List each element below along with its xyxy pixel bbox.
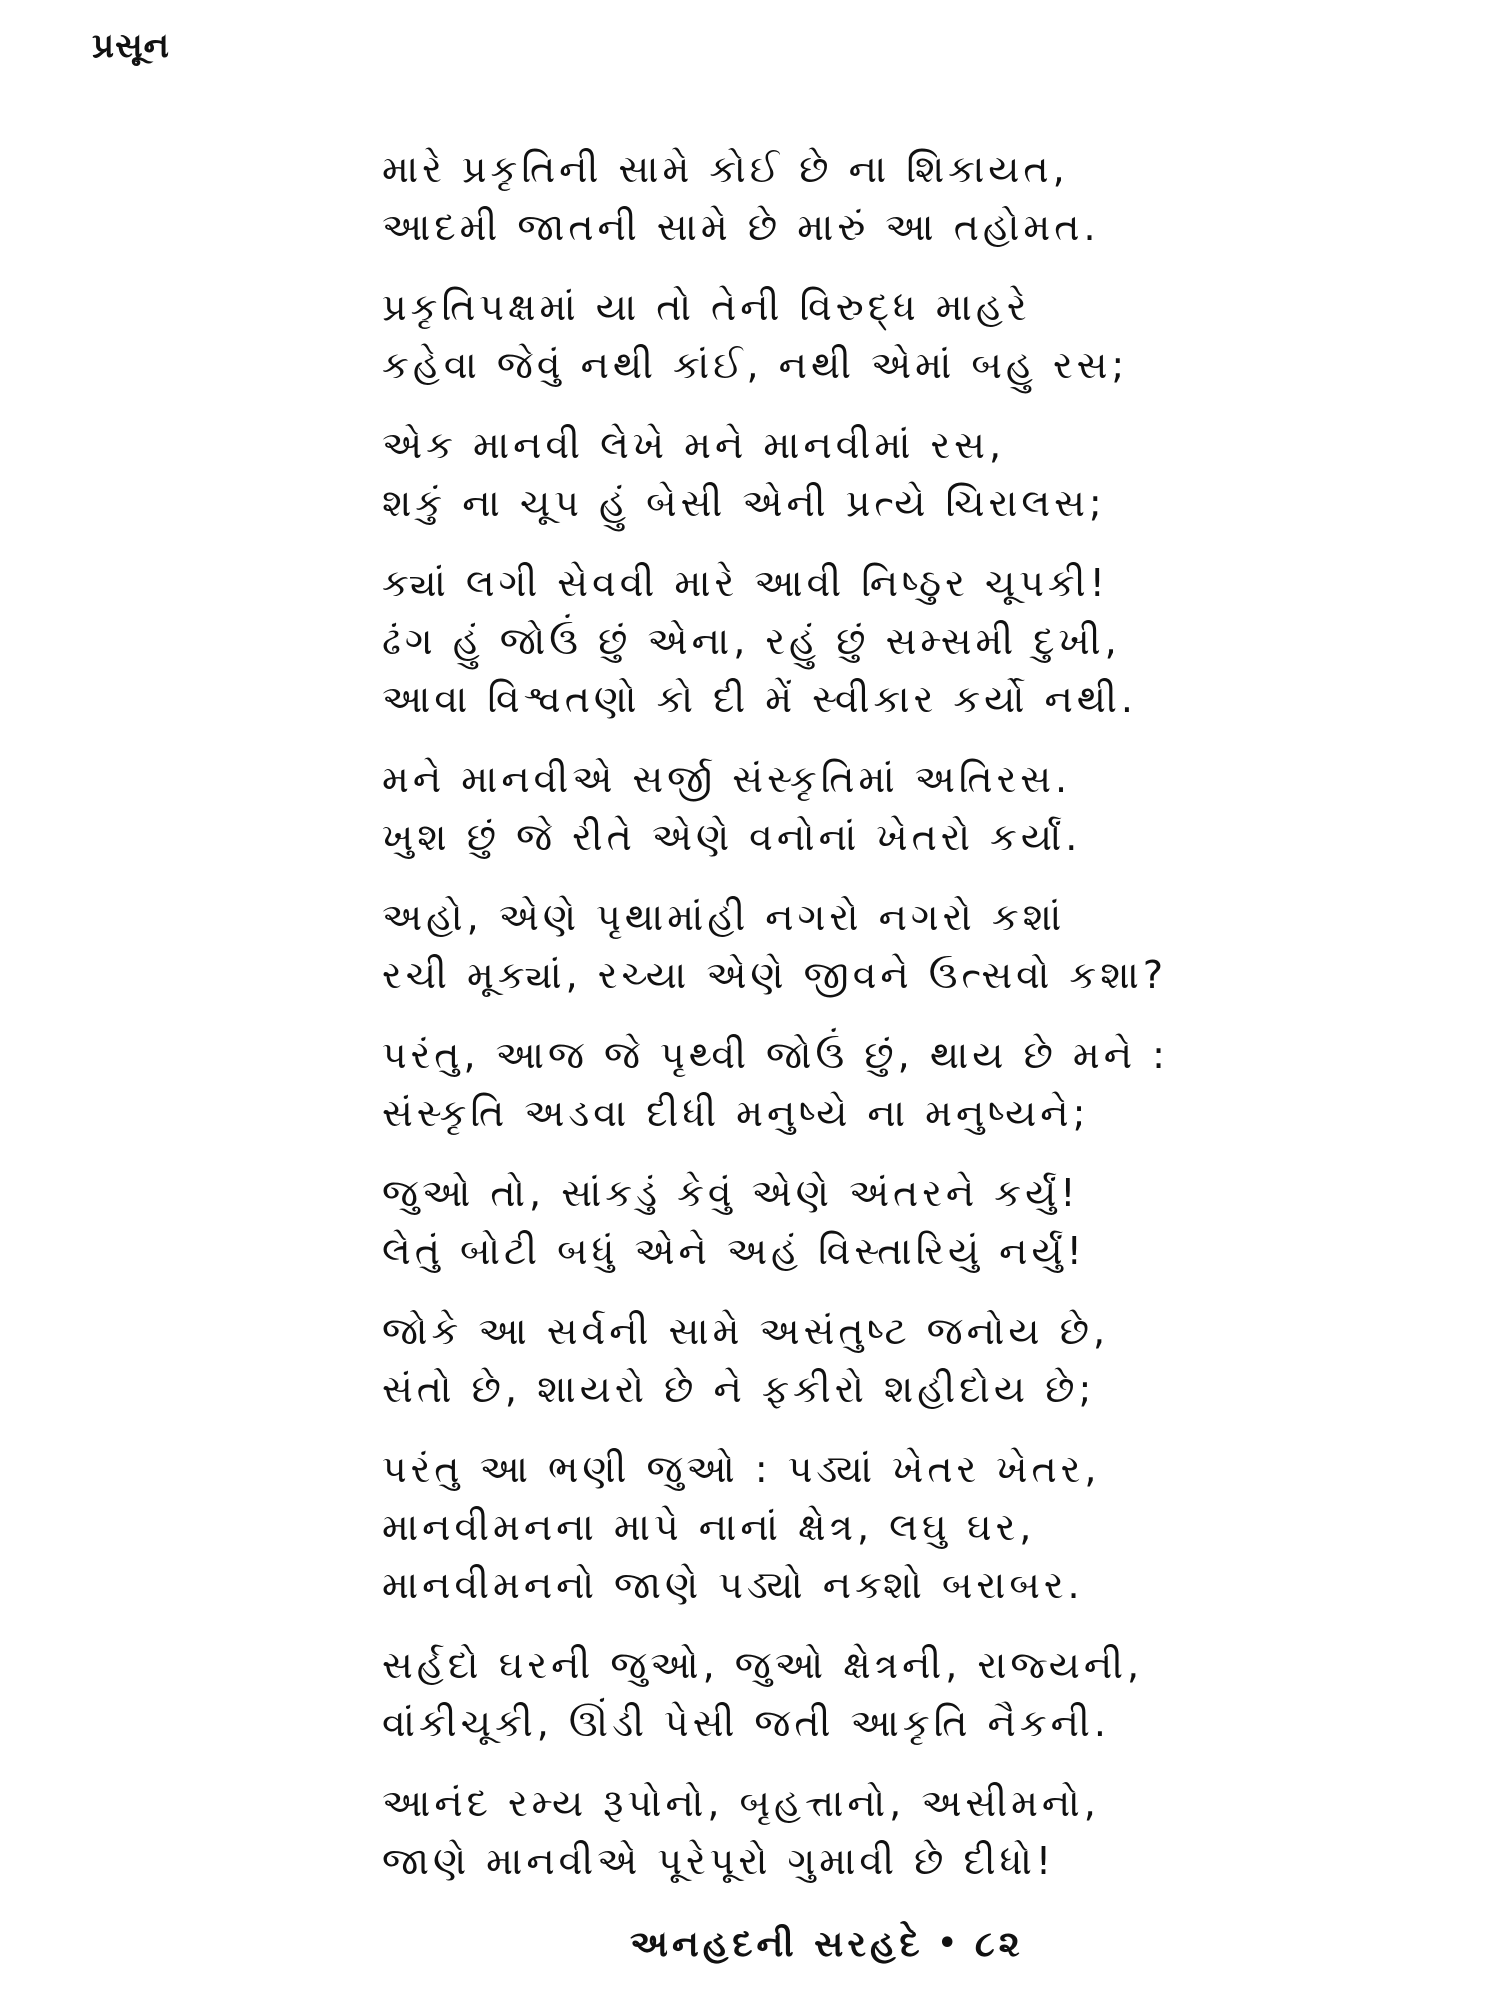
stanza xyxy=(382,1440,1422,1614)
poem-line: મને માનવીએ સર્જી સંસ્કૃતિમાં અતિરસ. xyxy=(382,757,1072,801)
stanza xyxy=(382,554,1422,728)
poem-line: શકું ના ચૂપ હું બેસી એની પ્રત્યે ચિરાલસ; xyxy=(382,481,1106,525)
bullet-separator: • xyxy=(937,1926,961,1961)
poem-line: લેતું બોટી બધું એને અહં વિસ્તારિયું નર્યું! xyxy=(382,1229,1086,1273)
stanza xyxy=(382,140,1422,256)
stanza xyxy=(382,416,1422,532)
poem-line: માનવીમનના માપે નાનાં ક્ષેત્ર, લઘુ ઘર, xyxy=(382,1505,1036,1549)
poem-line: જાણે માનવીએ પૂરેપૂરો ગુમાવી છે દીધો! xyxy=(382,1839,1056,1883)
poem-line: સંસ્કૃતિ અડવા દીધી મનુષ્યે ના મનુષ્યને; xyxy=(382,1091,1090,1135)
poem-line: રચી મૂક્યાં, રચ્યા એણે જીવને ઉત્સવો કશા? xyxy=(382,953,1168,997)
poem-line: સર્હદો ઘરની જુઓ, જુઓ ક્ષેત્રની, રાજ્યની, xyxy=(382,1643,1144,1687)
running-title: પ્રસૂન xyxy=(92,26,170,66)
poem-line: આદમી જાતની સામે છે મારું આ તહોમત. xyxy=(382,205,1100,249)
stanza xyxy=(382,750,1422,866)
poem-line: માનવીમનનો જાણે પડ્યો નક્શો બરાબર. xyxy=(382,1563,1084,1607)
page-number: ૮૨ xyxy=(974,1924,1024,1965)
poem-line: પરંતુ, આજ જે પૃથ્વી જોઉં છું, થાય છે મને : xyxy=(382,1033,1169,1077)
page-footer xyxy=(630,1924,1024,1966)
poem-line: જોકે આ સર્વની સામે અસંતુષ્ટ જનોય છે, xyxy=(382,1309,1110,1353)
poem-body xyxy=(382,140,1422,1912)
book-title: અનહદની સરહદે xyxy=(630,1924,924,1965)
poem-line: પ્રકૃતિપક્ષમાં યા તો તેની વિરુદ્ધ માહરે xyxy=(382,285,1031,329)
stanza xyxy=(382,1026,1422,1142)
poem-line: વાંકીચૂકી, ઊંડી પેસી જતી આકૃતિ નૈકની. xyxy=(382,1701,1110,1745)
poem-line: ઢંગ હું જોઉં છું એના, રહું છું સમ્સમી દુખી, xyxy=(382,619,1121,663)
poem-line: મારે પ્રકૃતિની સામે કોઈ છે ના શિકાયત, xyxy=(382,147,1069,191)
stanza xyxy=(382,888,1422,1004)
poem-line: ખુશ છું જે રીતે એણે વનોનાં ખેતરો કર્યાં. xyxy=(382,815,1082,859)
stanza xyxy=(382,1302,1422,1418)
poem-line: આનંદ રમ્ય રૂપોનો, બૃહત્તાનો, અસીમનો, xyxy=(382,1781,1100,1825)
poem-line: આવા વિશ્વતણો કો દી મેં સ્વીકાર કર્યો નથી. xyxy=(382,677,1137,721)
poem-line: એક માનવી લેખે મને માનવીમાં રસ, xyxy=(382,423,1006,467)
stanza xyxy=(382,1774,1422,1890)
stanza xyxy=(382,1164,1422,1280)
stanza xyxy=(382,278,1422,394)
poem-line: ક્યાં લગી સેવવી મારે આવી નિષ્ઠુર ચૂપકી! xyxy=(382,561,1109,605)
poem-line: સંતો છે, શાયરો છે ને ફકીરો શહીદોય છે; xyxy=(382,1367,1096,1411)
poem-line: કહેવા જેવું નથી કાંઈ, નથી એમાં બહુ રસ; xyxy=(382,343,1129,387)
poem-line: પરંતુ આ ભણી જુઓ : પડ્યાં ખેતર ખેતર, xyxy=(382,1447,1101,1491)
poem-line: અહો, એણે પૃથામાંહી નગરો નગરો કશાં xyxy=(382,895,1066,939)
poem-line: જુઓ તો, સાંકડું કેવું એણે અંતરને કર્યું! xyxy=(382,1171,1080,1215)
stanza xyxy=(382,1636,1422,1752)
